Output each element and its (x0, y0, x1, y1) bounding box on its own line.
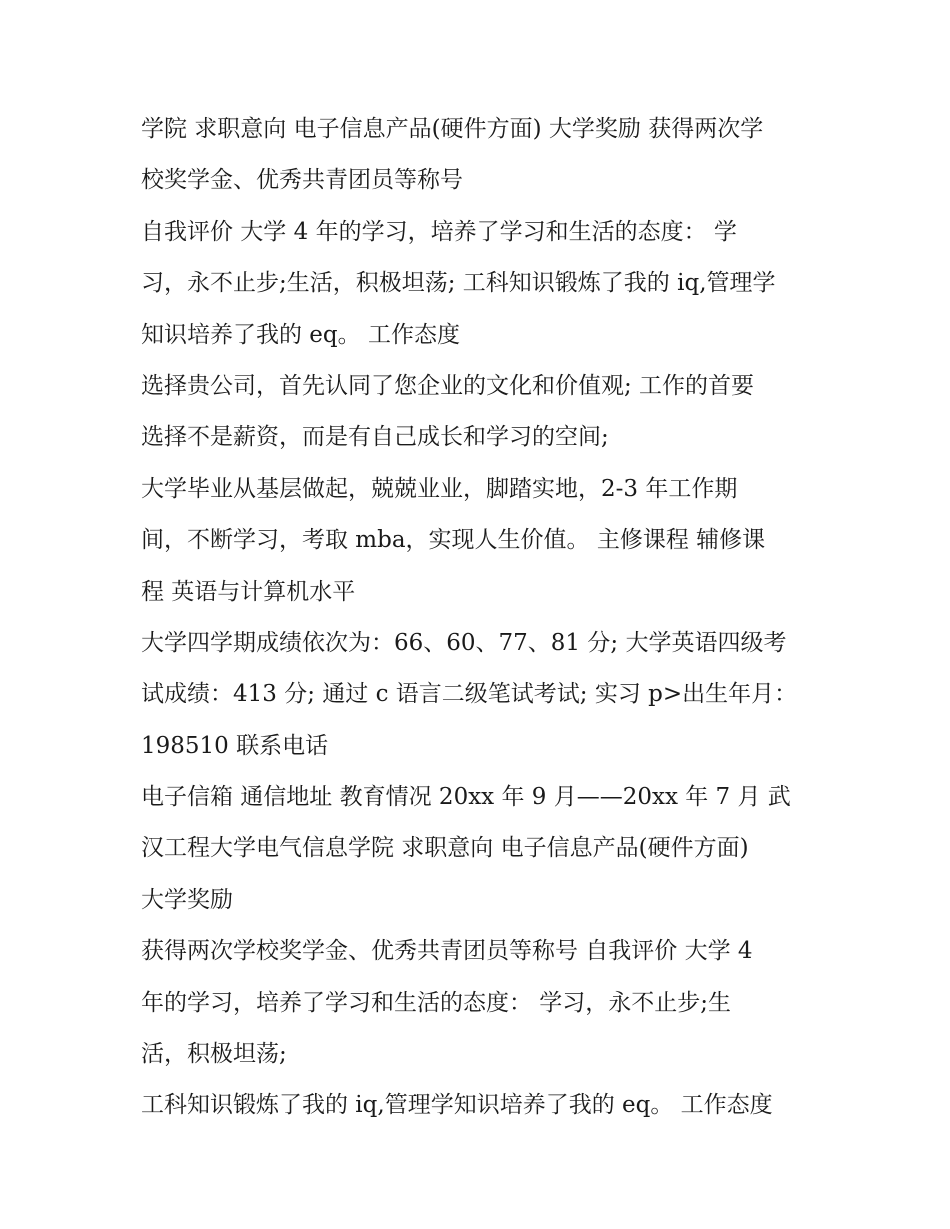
text-line: 选择贵公司，首先认同了您企业的文化和价值观; 工作的首要 (141, 372, 755, 399)
text-line: 校奖学金、优秀共青团员等称号 (141, 167, 463, 194)
text-line: 年的学习，培养了学习和生活的态度： 学习，永不止步;生 (141, 989, 732, 1016)
text-line: 活，积极坦荡; (141, 1041, 287, 1068)
text-line: 习，永不止步;生活，积极坦荡; 工科知识锻炼了我的 iq,管理学 (141, 270, 776, 297)
text-line: 自我评价 大学 4 年的学习，培养了学习和生活的态度： 学 (141, 218, 737, 245)
document-body (141, 104, 821, 1132)
text-line: 工科知识锻炼了我的 iq,管理学知识培养了我的 eq。 工作态度 (141, 1092, 773, 1119)
text-line: 试成绩：413 分; 通过 c 语言二级笔试考试; 实习 p>出生年月： (141, 681, 798, 708)
text-line: 电子信箱 通信地址 教育情况 20xx 年 9 月——20xx 年 7 月 武 (141, 784, 791, 811)
text-line: 选择不是薪资，而是有自己成长和学习的空间; (141, 424, 609, 451)
text-line: 大学四学期成绩依次为：66、60、77、81 分; 大学英语四级考 (141, 629, 787, 656)
text-line: 间，不断学习，考取 mba，实现人生价值。 主修课程 辅修课 (141, 527, 766, 554)
text-line: 程 英语与计算机水平 (141, 578, 356, 605)
text-line: 汉工程大学电气信息学院 求职意向 电子信息产品(硬件方面) (141, 835, 749, 862)
text-line: 198510 联系电话 (141, 732, 329, 759)
text-line: 知识培养了我的 eq。 工作态度 (141, 321, 460, 348)
text-line: 获得两次学校奖学金、优秀共青团员等称号 自我评价 大学 4 (141, 938, 753, 965)
text-line: 大学奖励 (141, 886, 233, 913)
text-line: 大学毕业从基层做起，兢兢业业，脚踏实地，2-3 年工作期 (141, 475, 738, 502)
text-line: 学院 求职意向 电子信息产品(硬件方面) 大学奖励 获得两次学 (141, 116, 764, 142)
